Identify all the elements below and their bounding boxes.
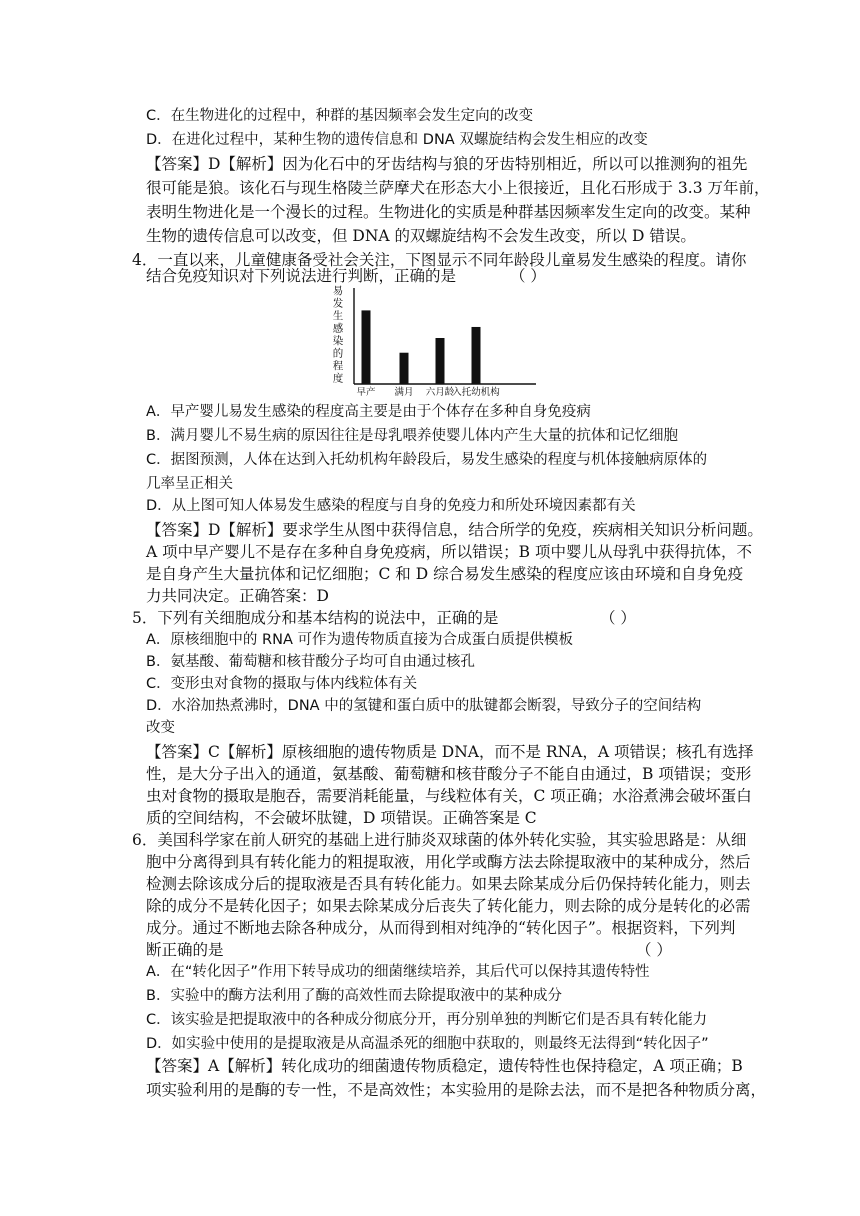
q3-answer-line: 很可能是狼。该化石与现生格陵兰萨摩犬在形态大小上很接近，且化石形成于 3.3 万年前， bbox=[146, 179, 770, 197]
q3-answer-line: 生物的遗传信息可以改变，但 DNA 的双螺旋结构不会发生改变，所以 D 错误。 bbox=[146, 227, 696, 245]
chart-y-label-char: 易 bbox=[332, 285, 344, 297]
q6-option-a: A．在“转化因子”作用下转导成功的细菌继续培养，其后代可以保持其遗传特性 bbox=[146, 964, 650, 980]
chart-y-label-char: 的 bbox=[332, 347, 344, 360]
chart-x-tick-label: 早产 bbox=[356, 387, 376, 398]
q5-option-d-cont: 改变 bbox=[146, 720, 175, 736]
q6-option-d: D．如实验中使用的是提取液是从高温杀死的细胞中获取的，则最终无法得到“转化因子” bbox=[146, 1036, 709, 1052]
q4-answer-line: 是自身产生大量抗体和记忆细胞；C 和 D 综合易发生感染的程度应该由环境和自身免疫 bbox=[146, 565, 744, 583]
q5-stem: 5．下列有关细胞成分和基本结构的说法中，正确的是 bbox=[132, 609, 499, 627]
q6-stem: 成分。通过不断地去除各种成分，从而得到相对纯净的“转化因子”。根据资料，下列判 bbox=[146, 919, 736, 937]
chart-x-tick-label: 满月 bbox=[394, 387, 414, 398]
q5-answer-line: 质的空间结构，不会破坏肽键，D 项错误。正确答案是 C bbox=[146, 809, 537, 827]
q5-answer-line: 【答案】C【解析】原核细胞的遗传物质是 DNA，而不是 RNA，A 项错误；核孔有选择 bbox=[146, 743, 754, 761]
q3-option-d: D．在进化过程中，某种生物的遗传信息和 DNA 双螺旋结构会发生相应的改变 bbox=[146, 132, 648, 148]
chart-y-label-char: 程 bbox=[332, 360, 344, 372]
q3-answer-line: 表明生物进化是一个漫长的过程。生物进化的实质是种群基因频率发生定向的改变。某种 bbox=[146, 203, 751, 221]
q5-option-b: B．氨基酸、葡萄糖和核苷酸分子均可自由通过核孔 bbox=[146, 654, 475, 670]
q4-option-c: C．据图预测，人体在达到入托幼机构年龄段后，易发生感染的程度与机体接触病原体的 bbox=[146, 452, 708, 468]
q3-answer-line: 【答案】D【解析】因为化石中的牙齿结构与狼的牙齿特别相近，所以可以推测狗的祖先 bbox=[146, 155, 748, 173]
q6-answer-blank: （ ） bbox=[636, 941, 672, 959]
chart-y-label-char: 染 bbox=[332, 335, 344, 347]
q6-stem: 检测去除该成分后的提取液是否具有转化能力。如果去除某成分后仍保持转化能力，则去 bbox=[146, 875, 751, 893]
q4-answer-line: 【答案】D【解析】要求学生从图中获得信息，结合所学的免疫，疾病相关知识分析问题。 bbox=[146, 521, 763, 539]
chart-bar bbox=[436, 338, 445, 384]
q6-stem: 除的成分不是转化因子；如果去除某成分后丧失了转化能力，则去除的成分是转化的必需 bbox=[146, 897, 751, 915]
q6-option-b: B．实验中的酶方法利用了酶的高效性而去除提取液中的某种成分 bbox=[146, 988, 562, 1004]
q4-option-d: D．从上图可知人体易发生感染的程度与自身的免疫力和所处环境因素都有关 bbox=[146, 498, 636, 514]
chart-axes bbox=[354, 288, 536, 384]
chart-y-label-char: 度 bbox=[332, 372, 344, 385]
q4-option-b: B．满月婴儿不易生病的原因往往是母乳喂养使婴儿体内产生大量的抗体和记忆细胞 bbox=[146, 428, 678, 444]
q5-option-d: D．水浴加热煮沸时，DNA 中的氢键和蛋白质中的肽键都会断裂，导致分子的空间结构 bbox=[146, 698, 702, 714]
q4-stem: 4．一直以来，儿童健康备受社会关注，下图显示不同年龄段儿童易发生感染的程度。请你 bbox=[132, 251, 747, 269]
q5-answer-line: 性，是大分子出入的通道，氨基酸、葡萄糖和核苷酸分子不能自由通过，B 项错误；变形 bbox=[146, 765, 752, 783]
chart-bar bbox=[362, 310, 371, 384]
q3-option-c: C．在生物进化的过程中，种群的基因频率会发生定向的改变 bbox=[146, 108, 534, 124]
q4-stem: 结合免疫知识对下列说法进行判断，正确的是 bbox=[146, 267, 457, 285]
q5-option-c: C．变形虫对食物的摄取与体内线粒体有关 bbox=[146, 676, 418, 692]
q6-option-c: C．该实验是把提取液中的各种成分彻底分开，再分别单独的判断它们是否具有转化能力 bbox=[146, 1012, 708, 1028]
chart-y-label-char: 感 bbox=[332, 322, 344, 335]
chart-bar bbox=[472, 327, 481, 384]
q6-stem: 6．美国科学家在前人研究的基础上进行肺炎双球菌的体外转化实验，其实验思路是：从细 bbox=[132, 831, 747, 849]
chart-y-label-char: 生 bbox=[332, 310, 344, 322]
q6-stem: 胞中分离得到具有转化能力的粗提取液，用化学或酶方法去除提取液中的某种成分，然后 bbox=[146, 853, 751, 871]
q4-option-a: A．早产婴儿易发生感染的程度高主要是由于个体存在多种自身免疫病 bbox=[146, 404, 591, 420]
q6-answer-line: 【答案】A【解析】转化成功的细菌遗传物质稳定，遗传特性也保持稳定，A 项正确；B bbox=[146, 1057, 743, 1075]
q6-stem: 断正确的是 bbox=[146, 941, 224, 959]
chart-y-label-char: 发 bbox=[332, 297, 344, 310]
chart-x-tick-label: 入托幼机构 bbox=[452, 387, 500, 398]
infection-chart bbox=[328, 284, 542, 400]
chart-bar bbox=[400, 353, 409, 384]
q5-option-a: A．原核细胞中的 RNA 可作为遗传物质直接为合成蛋白质提供模板 bbox=[146, 632, 573, 648]
chart-x-tick-label: 六月龄 bbox=[425, 387, 455, 398]
chart-y-axis-label bbox=[333, 285, 344, 385]
q4-option-c-cont: 几率呈正相关 bbox=[146, 476, 233, 492]
q5-answer-line: 虫对食物的摄取是胞吞，需要消耗能量，与线粒体有关，C 项正确；水浴煮沸会破坏蛋白 bbox=[146, 787, 752, 805]
q5-answer-blank: （ ） bbox=[600, 609, 636, 627]
q6-answer-line: 项实验利用的是酶的专一性，不是高效性；本实验用的是除去法，而不是把各种物质分离， bbox=[146, 1081, 767, 1099]
q4-answer-blank: （ ） bbox=[510, 267, 546, 285]
q4-answer-line: A 项中早产婴儿不是存在多种自身免疫病，所以错误；B 项中婴儿从母乳中获得抗体，不 bbox=[146, 543, 752, 561]
q4-answer-line: 力共同决定。正确答案：D bbox=[146, 587, 329, 605]
